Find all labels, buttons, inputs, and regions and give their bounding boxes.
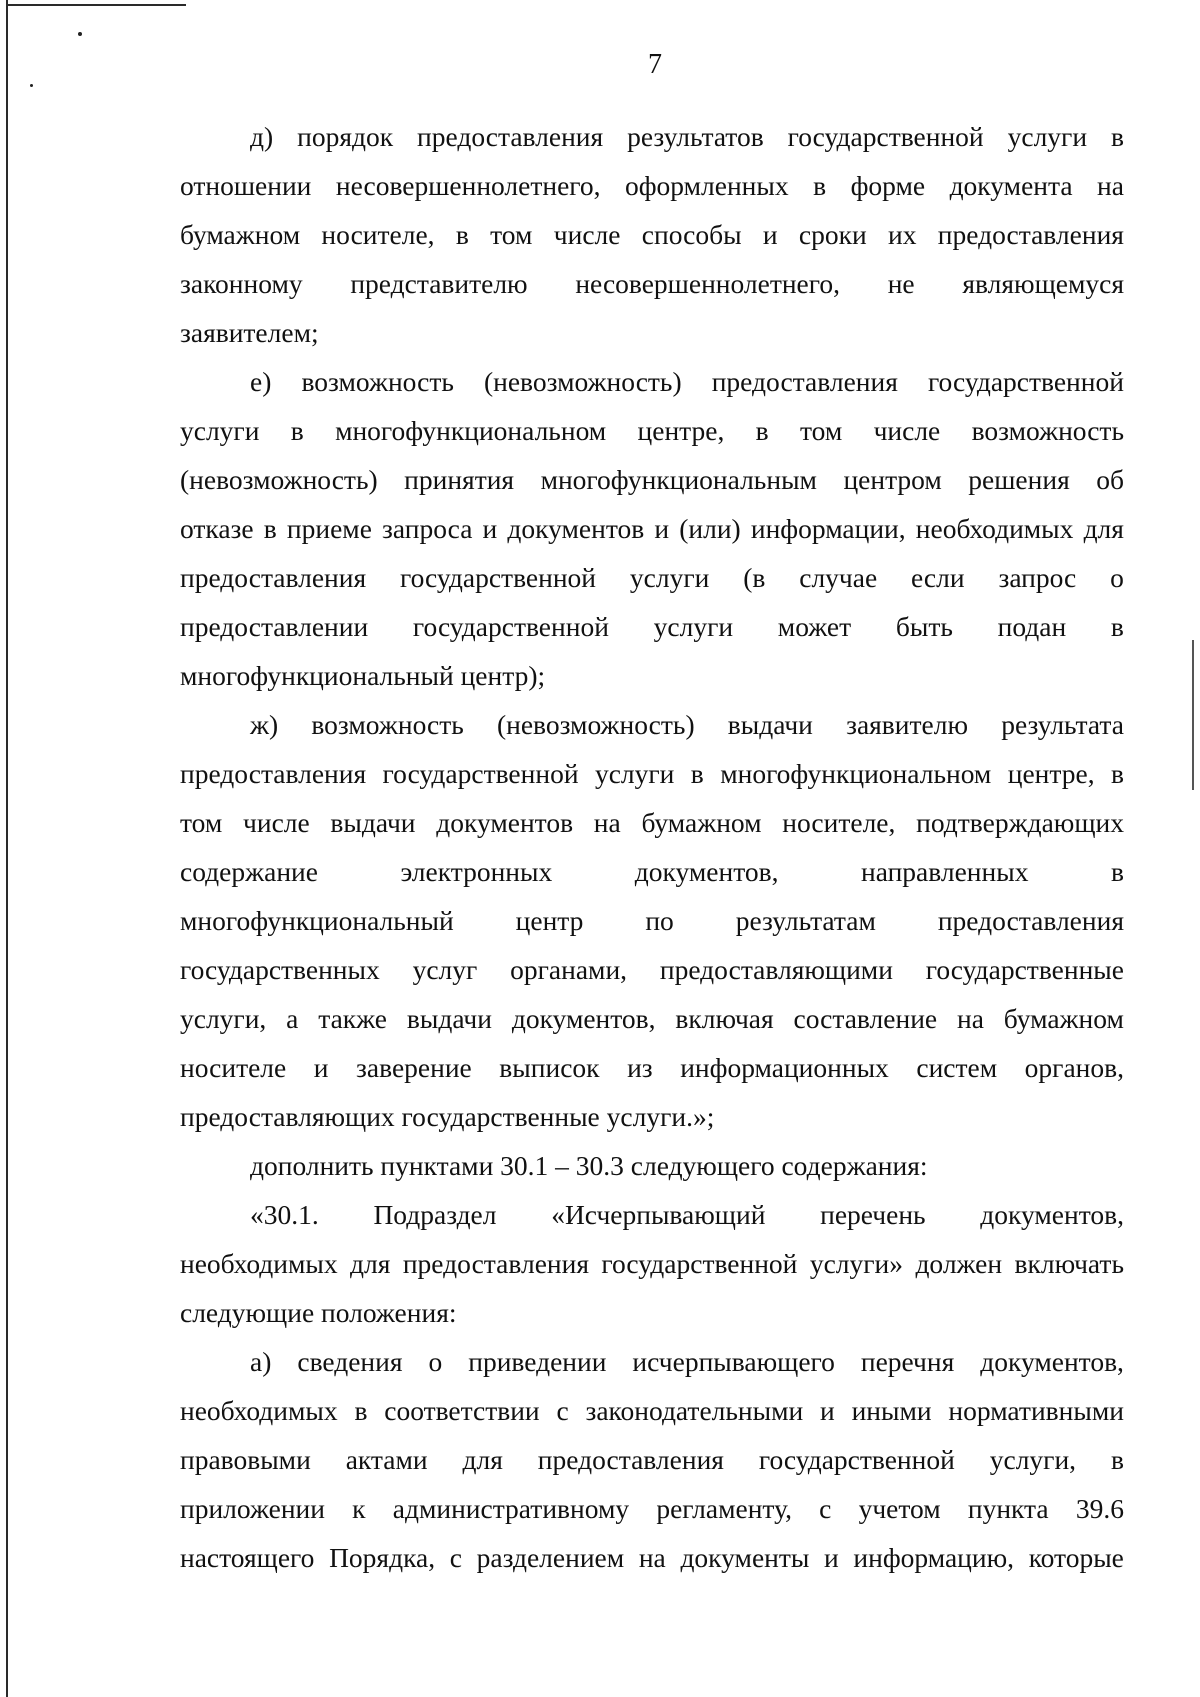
scan-border-left xyxy=(6,0,8,1697)
text-line: е) возможность (невозможность) предоставления государственной xyxy=(250,366,1124,397)
body-text xyxy=(180,112,1124,1582)
text-line: заявителем; xyxy=(180,317,319,348)
text-line: следующие положения: xyxy=(180,1297,457,1328)
text-line: государственных услуг органами, предоставляющими государственные xyxy=(180,954,1124,985)
text-line: услуги, а также выдачи документов, включая составление на бумажном xyxy=(180,1003,1124,1034)
text-line: дополнить пунктами 30.1 – 30.3 следующего содержания: xyxy=(250,1150,928,1181)
text-line: приложении к административному регламенту, с учетом пункта 39.6 xyxy=(180,1493,1124,1524)
page-number: 7 xyxy=(648,49,662,80)
text-line: бумажном носителе, в том числе способы и сроки их предоставления xyxy=(180,219,1124,250)
text-line: правовыми актами для предоставления государственной услуги, в xyxy=(180,1444,1124,1475)
text-line: отношении несовершеннолетнего, оформленных в форме документа на xyxy=(180,170,1124,201)
text-line: а) сведения о приведении исчерпывающего перечня документов, xyxy=(250,1346,1124,1377)
text-line: многофункциональный центр по результатам предоставления xyxy=(180,905,1124,936)
text-line: «30.1. Подраздел «Исчерпывающий перечень документов, xyxy=(250,1199,1124,1230)
text-line: носителе и заверение выписок из информационных систем органов, xyxy=(180,1052,1124,1083)
text-line: предоставлении государственной услуги может быть подан в xyxy=(180,611,1124,642)
text-line: настоящего Порядка, с разделением на документы и информацию, которые xyxy=(180,1542,1124,1573)
text-line: многофункциональный центр); xyxy=(180,660,546,691)
text-line: необходимых для предоставления государственной услуги» должен включать xyxy=(180,1248,1124,1279)
text-line: услуги в многофункциональном центре, в том числе возможность xyxy=(180,415,1124,446)
text-line: (невозможность) принятия многофункциональным центром решения об xyxy=(180,464,1124,495)
text-line: предоставления государственной услуги (в случае если запрос о xyxy=(180,562,1124,593)
scan-border-right xyxy=(1192,640,1194,790)
scan-speck xyxy=(78,32,82,36)
text-line: необходимых в соответствии с законодательными и иными нормативными xyxy=(180,1395,1124,1426)
text-line: д) порядок предоставления результатов государственной услуги в xyxy=(250,121,1124,152)
text-line: содержание электронных документов, направленных в xyxy=(180,856,1124,887)
text-line: предоставления государственной услуги в многофункциональном центре, в xyxy=(180,758,1124,789)
scan-border-top xyxy=(6,4,186,6)
text-line: том числе выдачи документов на бумажном носителе, подтверждающих xyxy=(180,807,1124,838)
text-line: законному представителю несовершеннолетнего, не являющемуся xyxy=(180,268,1124,299)
text-line: отказе в приеме запроса и документов и (или) информации, необходимых для xyxy=(180,513,1124,544)
text-line: ж) возможность (невозможность) выдачи заявителю результата xyxy=(250,709,1124,740)
text-line: предоставляющих государственные услуги.»; xyxy=(180,1101,715,1132)
